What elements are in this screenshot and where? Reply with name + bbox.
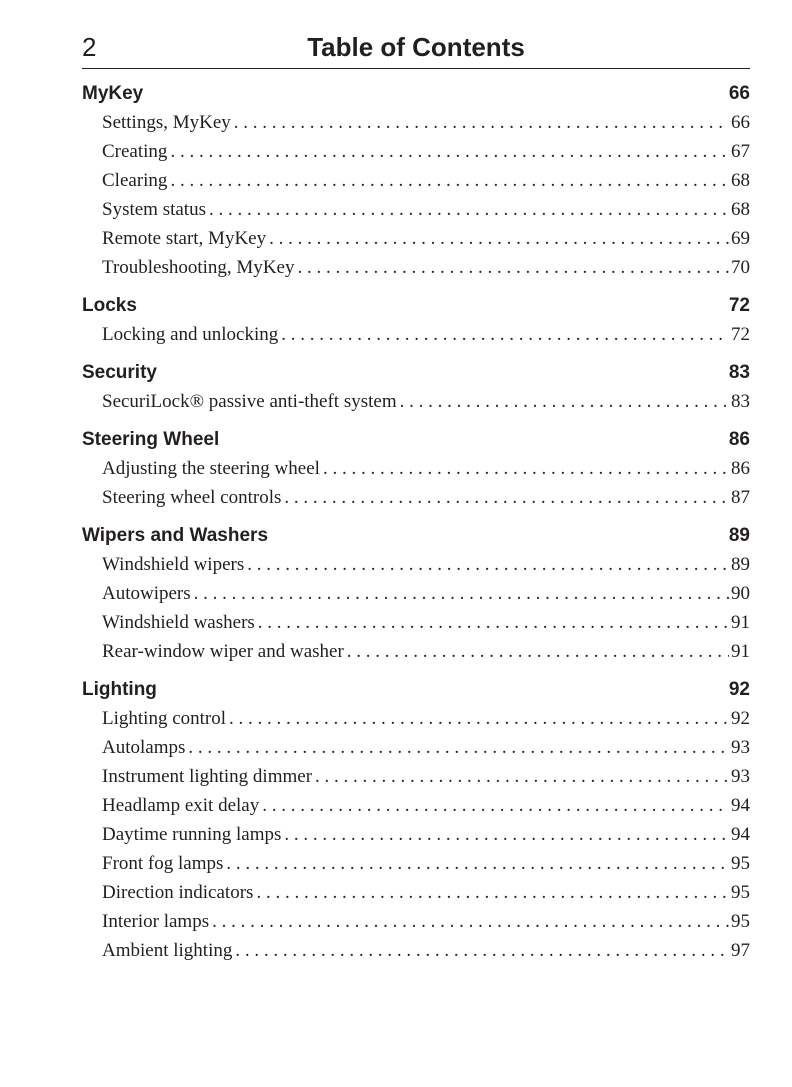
entry-page: 91 (731, 641, 750, 662)
section-heading[interactable] (82, 291, 750, 320)
entry-page: 93 (731, 737, 750, 758)
toc-entry[interactable] (82, 224, 750, 253)
toc-entry[interactable] (82, 733, 750, 762)
entry-page: 86 (731, 458, 750, 479)
entry-label: Daytime running lamps (102, 824, 282, 845)
dot-leader (170, 166, 729, 195)
dot-leader (194, 579, 729, 608)
entry-label: Autolamps (102, 737, 186, 758)
section-heading[interactable] (82, 521, 750, 550)
toc-entry[interactable] (82, 907, 750, 936)
entry-label: Instrument lighting dimmer (102, 766, 313, 787)
dot-leader (323, 454, 729, 483)
section-title: Security (82, 362, 157, 383)
toc-entry[interactable] (82, 762, 750, 791)
dot-leader (226, 849, 729, 878)
section-page: 66 (728, 83, 750, 104)
section-title: Steering Wheel (82, 429, 220, 450)
entry-page: 95 (731, 853, 750, 874)
toc-section-wipers-and-washers (82, 521, 750, 666)
toc-entry[interactable] (82, 637, 750, 666)
entry-page: 94 (731, 824, 750, 845)
toc-entry[interactable] (82, 791, 750, 820)
toc-entry[interactable] (82, 108, 750, 137)
toc-entry[interactable] (82, 253, 750, 282)
dot-leader (297, 253, 729, 282)
entry-page: 67 (731, 141, 750, 162)
dot-leader (234, 108, 729, 137)
toc-entry[interactable] (82, 387, 750, 416)
dot-leader (256, 878, 729, 907)
section-heading[interactable] (82, 425, 750, 454)
dot-leader (188, 733, 729, 762)
entry-page: 92 (731, 708, 750, 729)
entry-label: Troubleshooting, MyKey (102, 257, 295, 278)
toc-entry[interactable] (82, 195, 750, 224)
dot-leader (247, 550, 729, 579)
toc-entry[interactable] (82, 166, 750, 195)
entry-page: 66 (731, 112, 750, 133)
section-title: Wipers and Washers (82, 525, 269, 546)
entry-label: Windshield washers (102, 612, 255, 633)
entry-label: Creating (102, 141, 168, 162)
entry-label: Ambient lighting (102, 940, 233, 961)
entry-label: System status (102, 199, 206, 220)
entry-page: 72 (731, 324, 750, 345)
toc-section-steering-wheel (82, 425, 750, 512)
dot-leader (284, 820, 729, 849)
entry-page: 87 (731, 487, 750, 508)
section-page: 92 (728, 679, 750, 700)
document-page (82, 28, 750, 974)
section-heading[interactable] (82, 79, 750, 108)
entry-page: 68 (731, 170, 750, 191)
entry-label: Headlamp exit delay (102, 795, 260, 816)
entry-label: SecuriLock® passive anti-theft system (102, 391, 397, 412)
dot-leader (212, 907, 729, 936)
section-title: Lighting (82, 679, 157, 700)
entry-label: Clearing (102, 170, 168, 191)
entry-page: 97 (731, 940, 750, 961)
dot-leader (400, 387, 729, 416)
page-number: 2 (82, 32, 97, 62)
toc-entry[interactable] (82, 579, 750, 608)
dot-leader (281, 320, 729, 349)
toc-entry[interactable] (82, 483, 750, 512)
entry-label: Rear-window wiper and washer (102, 641, 344, 662)
entry-label: Autowipers (102, 583, 191, 604)
entry-label: Direction indicators (102, 882, 254, 903)
dot-leader (229, 704, 729, 733)
toc-entry[interactable] (82, 849, 750, 878)
entry-page: 90 (731, 583, 750, 604)
toc-entry[interactable] (82, 878, 750, 907)
entry-label: Lighting control (102, 708, 227, 729)
section-title: Locks (82, 295, 137, 316)
toc-entry[interactable] (82, 137, 750, 166)
section-page: 72 (728, 295, 750, 316)
entry-label: Interior lamps (102, 911, 210, 932)
entry-page: 68 (731, 199, 750, 220)
toc-entry[interactable] (82, 608, 750, 637)
dot-leader (315, 762, 729, 791)
entry-label: Locking and unlocking (102, 324, 279, 345)
toc-entry[interactable] (82, 820, 750, 849)
entry-page: 94 (731, 795, 750, 816)
entry-label: Front fog lamps (102, 853, 224, 874)
entry-label: Remote start, MyKey (102, 228, 267, 249)
entry-page: 91 (731, 612, 750, 633)
section-page: 86 (728, 429, 750, 450)
section-heading[interactable] (82, 675, 750, 704)
page-title: Table of Contents (307, 32, 525, 62)
toc-entry[interactable] (82, 936, 750, 965)
section-page: 83 (728, 362, 750, 383)
toc-section-mykey (82, 79, 750, 282)
entry-page: 69 (731, 228, 750, 249)
toc-section-lighting (82, 675, 750, 965)
toc-entry[interactable] (82, 454, 750, 483)
table-of-contents (82, 79, 750, 965)
section-page: 89 (728, 525, 750, 546)
dot-leader (347, 637, 729, 666)
toc-entry[interactable] (82, 704, 750, 733)
entry-label: Windshield wipers (102, 554, 245, 575)
entry-page: 95 (731, 911, 750, 932)
dot-leader (209, 195, 729, 224)
section-title: MyKey (82, 83, 144, 104)
entry-label: Adjusting the steering wheel (102, 458, 320, 479)
dot-leader (262, 791, 729, 820)
dot-leader (235, 936, 729, 965)
dot-leader (284, 483, 729, 512)
entry-label: Settings, MyKey (102, 112, 231, 133)
entry-label: Steering wheel controls (102, 487, 282, 508)
toc-section-security (82, 358, 750, 416)
entry-page: 89 (731, 554, 750, 575)
page-header (82, 28, 750, 69)
entry-page: 83 (731, 391, 750, 412)
toc-section-locks (82, 291, 750, 349)
section-heading[interactable] (82, 358, 750, 387)
toc-entry[interactable] (82, 550, 750, 579)
dot-leader (170, 137, 729, 166)
entry-page: 70 (731, 257, 750, 278)
dot-leader (269, 224, 729, 253)
dot-leader (258, 608, 729, 637)
entry-page: 95 (731, 882, 750, 903)
toc-entry[interactable] (82, 320, 750, 349)
entry-page: 93 (731, 766, 750, 787)
